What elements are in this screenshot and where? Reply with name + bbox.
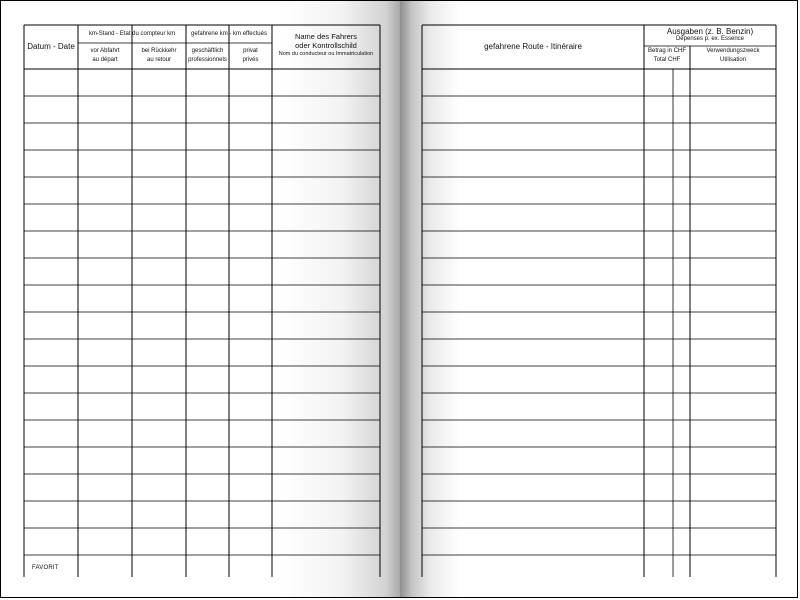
- business-label-de: geschäftlich: [191, 48, 224, 54]
- return-header: [132, 48, 186, 64]
- route-header: gefahrene Route - Itinéraire: [484, 42, 582, 51]
- purpose-label-de: Verwendungszweck: [706, 48, 760, 54]
- private-label-de: privat: [243, 48, 258, 54]
- private-header: [229, 48, 272, 64]
- purpose-label-fr: Utilisation: [719, 56, 746, 63]
- date-header: Datum - Date: [27, 42, 75, 51]
- departure-label-de: vor Abfahrt: [90, 48, 120, 54]
- departure-header: [78, 48, 132, 64]
- business-header: [186, 48, 229, 64]
- driver-header: [272, 33, 380, 58]
- return-label-fr: au retour: [146, 56, 171, 63]
- return-label-de: bei Rückkehr: [141, 48, 177, 54]
- driver-label-fr: Nom du conducteur ou Immatriculation: [278, 51, 374, 58]
- amount-label-fr: Total CHF: [653, 56, 681, 63]
- business-label-fr: professionnels: [188, 56, 227, 63]
- expenses-title: Ausgaben (z. B. Benzin): [666, 27, 754, 36]
- brand-footer: FAVORIT: [32, 565, 59, 571]
- departure-label-fr: au départ: [92, 56, 118, 63]
- purpose-header: [690, 48, 776, 64]
- expenses-header: [644, 27, 776, 43]
- driver-label-de-1: Name des Fahrers: [294, 32, 358, 41]
- km-stand-header: km-Stand - Etat du compteur km: [88, 31, 176, 37]
- km-driven-header: gefahrene km - km effectués: [191, 31, 267, 37]
- driver-label-de-2: oder Kontrollschild: [295, 40, 357, 50]
- amount-label-de: Betrag in CHF: [647, 48, 686, 54]
- amount-header: [644, 48, 690, 64]
- expenses-subtitle: Dépenses p. ex. Essence: [675, 36, 745, 43]
- private-label-fr: privés: [242, 56, 259, 63]
